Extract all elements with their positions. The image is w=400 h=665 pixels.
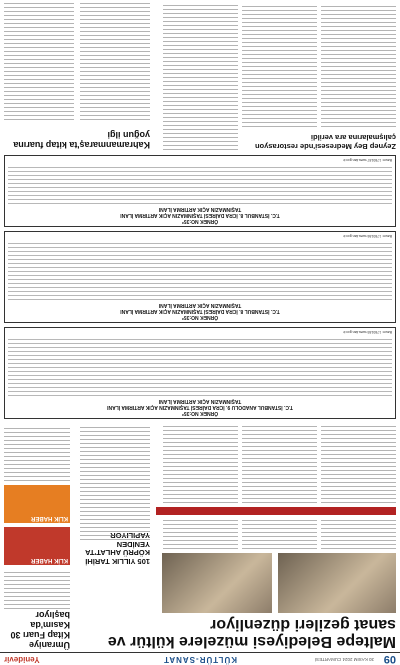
- article-column: [4, 3, 74, 120]
- advertisement[interactable]: [4, 485, 70, 523]
- newspaper-logo: Yenidevir: [4, 655, 40, 664]
- notice-footer: Basın: 1780185 www.ilan.gov.tr: [343, 330, 392, 334]
- section-title: KÜLTÜR-SANAT: [163, 655, 237, 664]
- notice-title: ÖRNEK NO:35*: [181, 218, 219, 224]
- notice-text: [8, 240, 392, 300]
- issue-date: 30 KASIM 2024 CUMARTESİ: [314, 657, 374, 662]
- masthead: [0, 652, 400, 665]
- article-column: [321, 3, 396, 127]
- notice-footer: Basın: 1780187 www.ilan.gov.tr: [343, 158, 392, 162]
- legal-notice: [4, 327, 396, 419]
- red-banner: [156, 500, 396, 515]
- legal-notice: [4, 231, 396, 323]
- article-column: [80, 425, 150, 540]
- article-column: [242, 425, 317, 503]
- page-number: 09: [383, 653, 396, 665]
- side-headline: Ümraniye Kitap Fuarı 30 Kasım'da başlıyor: [10, 610, 70, 650]
- article-column: [321, 425, 396, 503]
- side-column: [4, 610, 70, 650]
- article-column: [163, 425, 238, 503]
- article-column: [242, 3, 317, 127]
- middle-headline: 105 YILLIK TARİHİ KÖPRÜ AHLAT'TA YENİDEN YAPILIYOR: [85, 531, 150, 566]
- red-banner-text: ZEYTİNBURNU BELEDİYESİ MALTEPE BELEDİYESİ BASIN İNTERNET SİTESİNDE: [198, 500, 393, 506]
- side-article-text: [4, 425, 70, 481]
- notice-subtitle: TAŞINMAZIN AÇIK ARTIRMA İLANI: [158, 206, 242, 212]
- main-headline: Maltepe Belediyesi müzelere kültür ve sanat gezileri düzenliyor: [107, 616, 396, 650]
- bottom-headline: Kahramanmaraş'ta kitap fuarına yoğun ilgi: [13, 130, 150, 150]
- notice-subtitle: TAŞINMAZIN AÇIK ARTIRMA İLANI: [158, 398, 242, 404]
- ad-label: KLİK HABER: [31, 557, 68, 563]
- side-article-text: [4, 569, 70, 609]
- notice-text: [8, 164, 392, 204]
- notice-body: T.C. İSTANBUL ANADOLU 9. İCRA DAİRESİ TAŞINMAZIN AÇIK ARTIRMA İLANI: [107, 404, 293, 410]
- article-photo: [278, 553, 396, 613]
- notice-body: T.C. İSTANBUL 8. İCRA DAİRESİ TAŞINMAZIN AÇIK ARTIRMA İLANI: [120, 308, 280, 314]
- notice-text: [8, 336, 392, 396]
- advertisement[interactable]: [4, 527, 70, 565]
- article-column: [163, 517, 238, 549]
- article-column: [80, 3, 150, 120]
- article-column: [163, 3, 238, 150]
- notice-subtitle: TAŞINMAZIN AÇIK ARTIRMA İLANI: [158, 302, 242, 308]
- article-photo: [162, 553, 272, 613]
- notice-body: T.C. İSTANBUL 8. İCRA DAİRESİ TAŞINMAZIN AÇIK ARTIRMA İLANI: [120, 212, 280, 218]
- notice-title: ÖRNEK NO:35*: [181, 314, 219, 320]
- side-headline-2: Zeynep Bey Medresesi'nde restorasyon çalışmalarına ara verildi: [254, 133, 396, 151]
- legal-notice: [4, 155, 396, 227]
- notice-title: ÖRNEK NO:35*: [181, 410, 219, 416]
- notice-footer: Basın: 1780186 www.ilan.gov.tr: [343, 234, 392, 238]
- ad-label: KLİK HABER: [31, 515, 68, 521]
- article-column: [321, 517, 396, 549]
- article-column: [242, 517, 317, 549]
